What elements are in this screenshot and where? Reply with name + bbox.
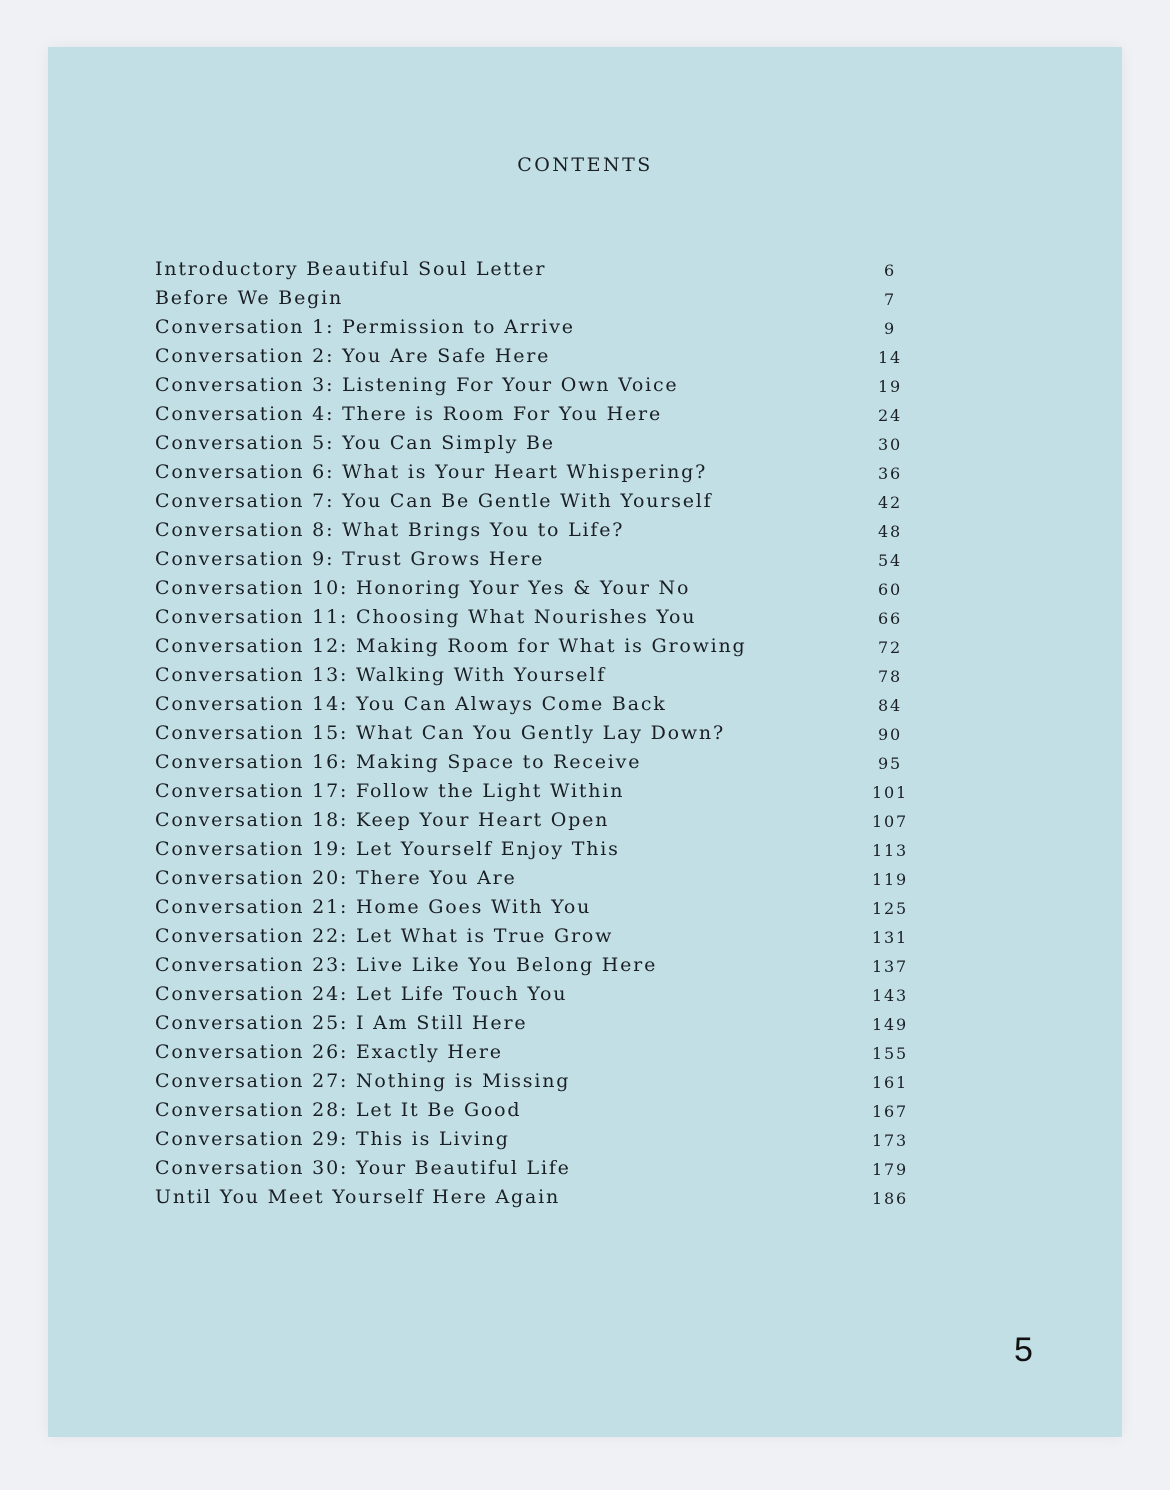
toc-entry-page-number: 167 — [872, 1102, 908, 1121]
toc-entry — [155, 574, 925, 603]
toc-entry-page-number: 179 — [872, 1160, 908, 1179]
toc-entry — [155, 893, 925, 922]
toc-entry-page-number: 143 — [872, 986, 908, 1005]
toc-entry — [155, 429, 925, 458]
toc-entry-page-number: 60 — [878, 580, 902, 599]
toc-entry — [155, 1183, 925, 1212]
toc-entry — [155, 748, 925, 777]
toc-entry-page-number: 42 — [878, 493, 902, 512]
toc-entry — [155, 1009, 925, 1038]
toc-entry-page-number: 119 — [872, 870, 908, 889]
toc-entry — [155, 951, 925, 980]
toc-entry-title: Conversation 4: There is Room For You Here — [155, 403, 662, 425]
toc-entry-page-number: 6 — [884, 261, 896, 280]
toc-entry — [155, 806, 925, 835]
toc-entry — [155, 632, 925, 661]
toc-entry-title: Conversation 18: Keep Your Heart Open — [155, 809, 610, 831]
toc-entry — [155, 690, 925, 719]
toc-entry-page-number: 24 — [878, 406, 902, 425]
toc-entry-page-number: 101 — [872, 783, 908, 802]
toc-entry — [155, 922, 925, 951]
toc-entry — [155, 342, 925, 371]
toc-entry — [155, 255, 925, 284]
toc-entry-title: Conversation 10: Honoring Your Yes & Your No — [155, 577, 691, 599]
toc-entry — [155, 835, 925, 864]
toc-entry-page-number: 90 — [878, 725, 902, 744]
toc-entry-title: Conversation 12: Making Room for What is Growing — [155, 635, 747, 657]
toc-entry-title: Conversation 25: I Am Still Here — [155, 1012, 528, 1034]
toc-entry — [155, 458, 925, 487]
toc-entry-page-number: 84 — [878, 696, 902, 715]
toc-entry-page-number: 161 — [872, 1073, 908, 1092]
toc-entry — [155, 1067, 925, 1096]
toc-entry-page-number: 125 — [872, 899, 908, 918]
toc-entry — [155, 284, 925, 313]
toc-entry — [155, 777, 925, 806]
toc-entry — [155, 1096, 925, 1125]
toc-entry-title: Conversation 19: Let Yourself Enjoy This — [155, 838, 620, 860]
toc-entry-page-number: 155 — [872, 1044, 908, 1063]
toc-entry-page-number: 9 — [884, 319, 896, 338]
toc-entry-page-number: 78 — [878, 667, 902, 686]
toc-entry-page-number: 54 — [878, 551, 902, 570]
toc-entry-page-number: 149 — [872, 1015, 908, 1034]
toc-entry-title: Conversation 3: Listening For Your Own Voice — [155, 374, 679, 396]
toc-entry-title: Conversation 26: Exactly Here — [155, 1041, 503, 1063]
toc-entry-title: Introductory Beautiful Soul Letter — [155, 258, 547, 280]
toc-entry-page-number: 19 — [878, 377, 902, 396]
toc-entry-page-number: 95 — [878, 754, 902, 773]
toc-entry — [155, 545, 925, 574]
toc-entry-title: Conversation 29: This is Living — [155, 1128, 510, 1150]
toc-entry-title: Conversation 28: Let It Be Good — [155, 1099, 522, 1121]
toc-entry-title: Conversation 17: Follow the Light Within — [155, 780, 625, 802]
toc-entry-title: Conversation 14: You Can Always Come Back — [155, 693, 667, 715]
toc-entry — [155, 1125, 925, 1154]
toc-entry — [155, 1154, 925, 1183]
toc-entry-page-number: 30 — [878, 435, 902, 454]
toc-entry-title: Conversation 22: Let What is True Grow — [155, 925, 614, 947]
toc-entry-page-number: 113 — [872, 841, 908, 860]
toc-entry-title: Conversation 6: What is Your Heart Whispering? — [155, 461, 708, 483]
toc-entry-title: Conversation 8: What Brings You to Life? — [155, 519, 625, 541]
toc-entry-title: Conversation 9: Trust Grows Here — [155, 548, 545, 570]
toc-entry-title: Conversation 2: You Are Safe Here — [155, 345, 551, 367]
table-of-contents — [155, 255, 925, 1212]
toc-entry — [155, 400, 925, 429]
toc-entry — [155, 516, 925, 545]
toc-entry-page-number: 186 — [872, 1189, 908, 1208]
toc-entry-page-number: 173 — [872, 1131, 908, 1150]
toc-entry-page-number: 72 — [878, 638, 902, 657]
page-title: CONTENTS — [517, 154, 653, 176]
toc-entry-title: Conversation 1: Permission to Arrive — [155, 316, 575, 338]
toc-entry-page-number: 14 — [878, 348, 902, 367]
toc-entry — [155, 487, 925, 516]
toc-entry — [155, 864, 925, 893]
document-page — [48, 47, 1122, 1437]
toc-entry — [155, 980, 925, 1009]
toc-entry-title: Conversation 13: Walking With Yourself — [155, 664, 607, 686]
toc-entry-page-number: 66 — [878, 609, 902, 628]
toc-entry — [155, 719, 925, 748]
toc-entry-title: Conversation 24: Let Life Touch You — [155, 983, 568, 1005]
page-number: 5 — [1014, 1331, 1033, 1369]
toc-entry-title: Before We Begin — [155, 287, 343, 309]
toc-entry-title: Conversation 5: You Can Simply Be — [155, 432, 555, 454]
toc-entry-title: Conversation 27: Nothing is Missing — [155, 1070, 571, 1092]
toc-entry-page-number: 131 — [872, 928, 908, 947]
toc-entry-page-number: 7 — [884, 290, 896, 309]
toc-entry-title: Conversation 7: You Can Be Gentle With Yourself — [155, 490, 713, 512]
toc-entry-title: Conversation 20: There You Are — [155, 867, 517, 889]
toc-entry-page-number: 107 — [872, 812, 908, 831]
toc-entry-title: Conversation 11: Choosing What Nourishes You — [155, 606, 697, 628]
toc-entry — [155, 1038, 925, 1067]
toc-entry-title: Conversation 16: Making Space to Receive — [155, 751, 642, 773]
toc-entry-title: Conversation 21: Home Goes With You — [155, 896, 592, 918]
toc-entry-title: Conversation 15: What Can You Gently Lay Down? — [155, 722, 725, 744]
toc-entry — [155, 603, 925, 632]
toc-entry-title: Conversation 30: Your Beautiful Life — [155, 1157, 571, 1179]
toc-entry-page-number: 36 — [878, 464, 902, 483]
toc-entry-title: Until You Meet Yourself Here Again — [155, 1186, 560, 1208]
toc-entry-title: Conversation 23: Live Like You Belong Here — [155, 954, 658, 976]
toc-entry-page-number: 48 — [878, 522, 902, 541]
toc-entry-page-number: 137 — [872, 957, 908, 976]
toc-entry — [155, 371, 925, 400]
toc-entry — [155, 313, 925, 342]
toc-entry — [155, 661, 925, 690]
